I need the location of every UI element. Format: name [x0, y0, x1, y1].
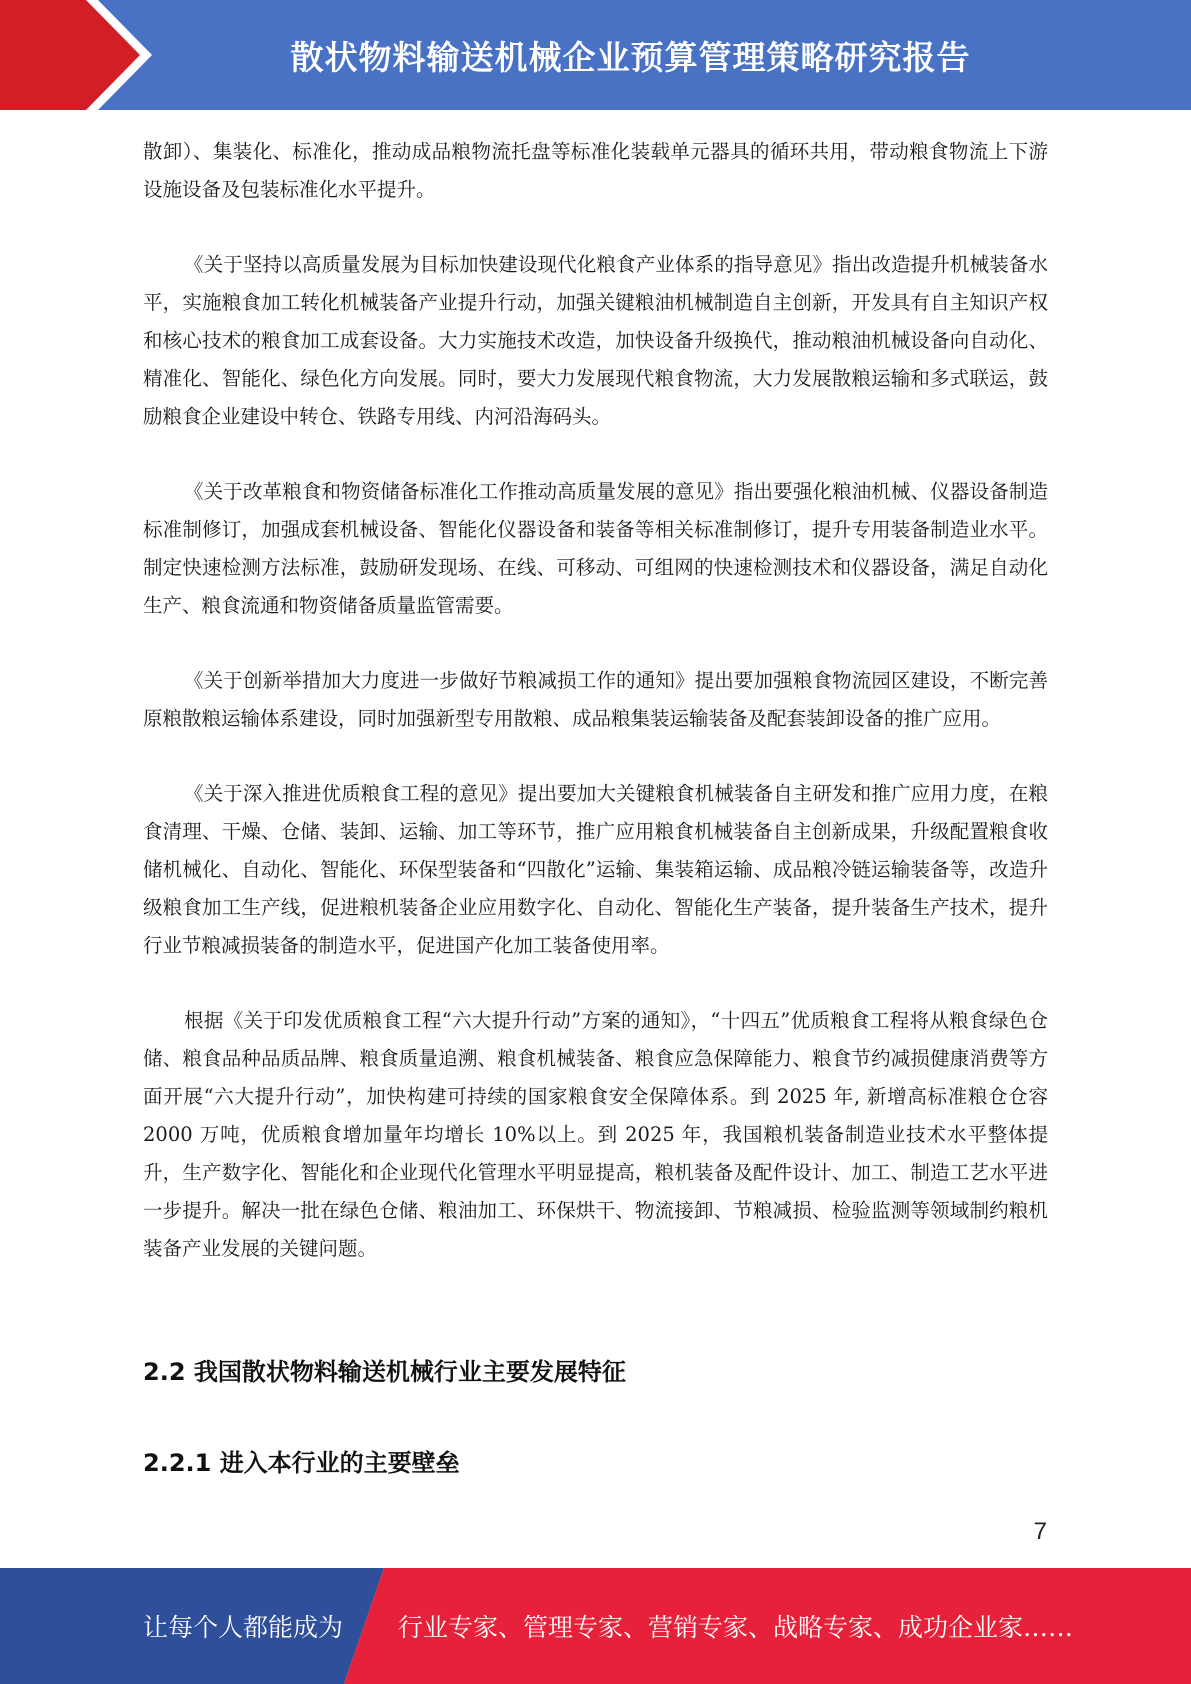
footer-slogan-left: 让每个人都能成为 [143, 1613, 344, 1642]
page-footer [0, 1568, 1191, 1684]
paragraph: 《关于创新举措加大力度进一步做好节粮减损工作的通知》提出要加强粮食物流园区建设，不断完善原粮散粮运输体系建设，同时加强新型专用散粮、成品粮集装运输装备及配套装卸设备的推广应用。 [143, 669, 1048, 730]
paragraph: 根据《关于印发优质粮食工程“六大提升行动”方案的通知》，“十四五”优质粮食工程将从粮食绿色仓储、粮食品种品质品牌、粮食质量追溯、粮食机械装备、粮食应急保障能力、粮食节约减损健康消费等方面开展“六大提升行动”，加快构建可持续的国家粮食安全保障体系。到 2025 年, 新增高标准粮仓仓容 2000 万吨，优质粮食增加量年均增长 10%以上。到 2025 年，我国粮机装备制造业技术水平整体提升，生产数字化、智能化和企业现代化管理水平明显提高，粮机装备及配件设计、加工、制造工艺水平进一步提升。解决一批在绿色仓储、粮油加工、环保烘干、物流接卸、节粮减损、检验监测等领域制约粮机装备产业发展的关键问题。 [143, 1009, 1048, 1260]
page-header [0, 0, 1191, 110]
header-arrow-icon [0, 0, 160, 110]
page-number: 7 [1033, 1518, 1047, 1545]
paragraph: 《关于改革粮食和物资储备标准化工作推动高质量发展的意见》指出要强化粮油机械、仪器设备制造标准制修订，加强成套机械设备、智能化仪器设备和装备等相关标准制修订，提升专用装备制造业水平。制定快速检测方法标准，鼓励研发现场、在线、可移动、可组网的快速检测技术和仪器设备，满足自动化生产、粮食流通和物资储备质量监管需要。 [143, 480, 1048, 617]
section-heading: 2.2 我国散状物料输送机械行业主要发展特征 [143, 1358, 626, 1386]
paragraph: 《关于深入推进优质粮食工程的意见》提出要加大关键粮食机械装备自主研发和推广应用力度，在粮食清理、干燥、仓储、装卸、运输、加工等环节，推广应用粮食机械装备自主创新成果，升级配置粮食收储机械化、自动化、智能化、环保型装备和“四散化”运输、集装箱运输、成品粮冷链运输装备等，改造升级粮食加工生产线，促进粮机装备企业应用数字化、自动化、智能化生产装备，提升装备生产技术，提升行业节粮减损装备的制造水平，促进国产化加工装备使用率。 [143, 782, 1048, 957]
subsection-heading: 2.2.1 进入本行业的主要壁垒 [143, 1449, 460, 1477]
paragraph: 散卸）、集装化、标准化，推动成品粮物流托盘等标准化装载单元器具的循环共用，带动粮食物流上下游设施设备及包装标准化水平提升。 [143, 140, 1048, 201]
body-text [143, 133, 1048, 1305]
header-title: 散状物料输送机械企业预算管理策略研究报告 [290, 37, 971, 77]
paragraph: 《关于坚持以高质量发展为目标加快建设现代化粮食产业体系的指导意见》指出改造提升机械装备水平，实施粮食加工转化机械装备产业提升行动，加强关键粮油机械制造自主创新，开发具有自主知识产权和核心技术的粮食加工成套设备。大力实施技术改造，加快设备升级换代，推动粮油机械设备向自动化、精准化、智能化、绿色化方向发展。同时，要大力发展现代粮食物流，大力发展散粮运输和多式联运，鼓励粮食企业建设中转仓、铁路专用线、内河沿海码头。 [143, 253, 1048, 428]
footer-slogan-right: 行业专家、管理专家、营销专家、战略专家、成功企业家…… [398, 1613, 1074, 1642]
